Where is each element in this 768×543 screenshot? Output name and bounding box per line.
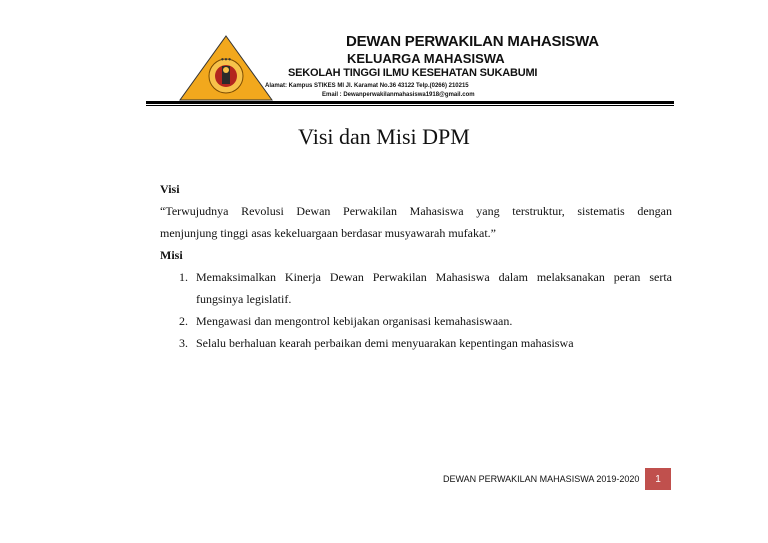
list-item bbox=[160, 332, 672, 354]
email-line: Email : Dewanperwakilanmahasiswa1918@gmail.com bbox=[322, 92, 475, 98]
list-item-text: Mengawasi dan mengontrol kebijakan organisasi kemahasiswaan. bbox=[196, 314, 513, 328]
list-item-line1: Memaksimalkan Kinerja Dewan Perwakilan Mahasiswa dalam melaksanakan peran serta bbox=[196, 270, 672, 284]
org-subtitle: KELUARGA MAHASISWA bbox=[347, 51, 505, 66]
list-item-text: Selalu berhaluan kearah perbaikan demi menyuarakan kepentingan mahasiswa bbox=[196, 336, 574, 350]
visi-text-line2: menjunjung tinggi asas kekeluargaan berdasar musyawarah mufakat.” bbox=[160, 226, 496, 240]
svg-text:● ● ●: ● ● ● bbox=[221, 57, 231, 61]
list-number: 1. bbox=[179, 270, 188, 284]
list-number: 2. bbox=[179, 314, 188, 328]
institution-name: SEKOLAH TINGGI ILMU KESEHATAN SUKABUMI bbox=[288, 67, 538, 79]
list-number: 3. bbox=[179, 336, 188, 350]
header-rule bbox=[146, 101, 674, 104]
visi-text-line1: “Terwujudnya Revolusi Dewan Perwakilan Mahasiswa yang terstruktur, sistematis dengan bbox=[160, 204, 672, 218]
misi-heading: Misi bbox=[160, 248, 183, 262]
triangle-emblem-icon bbox=[178, 34, 274, 102]
list-item bbox=[160, 310, 672, 332]
address-line: Alamat: Kampus STIKES MI Jl. Karamat No.36 43122 Telp.(0266) 210215 bbox=[265, 83, 469, 89]
misi-list bbox=[160, 266, 672, 354]
org-name: DEWAN PERWAKILAN MAHASISWA bbox=[346, 33, 599, 50]
header-rule-thin bbox=[146, 105, 674, 106]
list-item bbox=[160, 266, 672, 310]
page-title: Visi dan Misi DPM bbox=[298, 124, 470, 149]
page-number: 1 bbox=[645, 468, 671, 490]
list-item-line2: fungsinya legislatif. bbox=[196, 292, 292, 306]
document-body bbox=[160, 178, 672, 354]
visi-heading: Visi bbox=[160, 182, 180, 196]
footer-label: DEWAN PERWAKILAN MAHASISWA 2019-2020 bbox=[443, 474, 640, 484]
